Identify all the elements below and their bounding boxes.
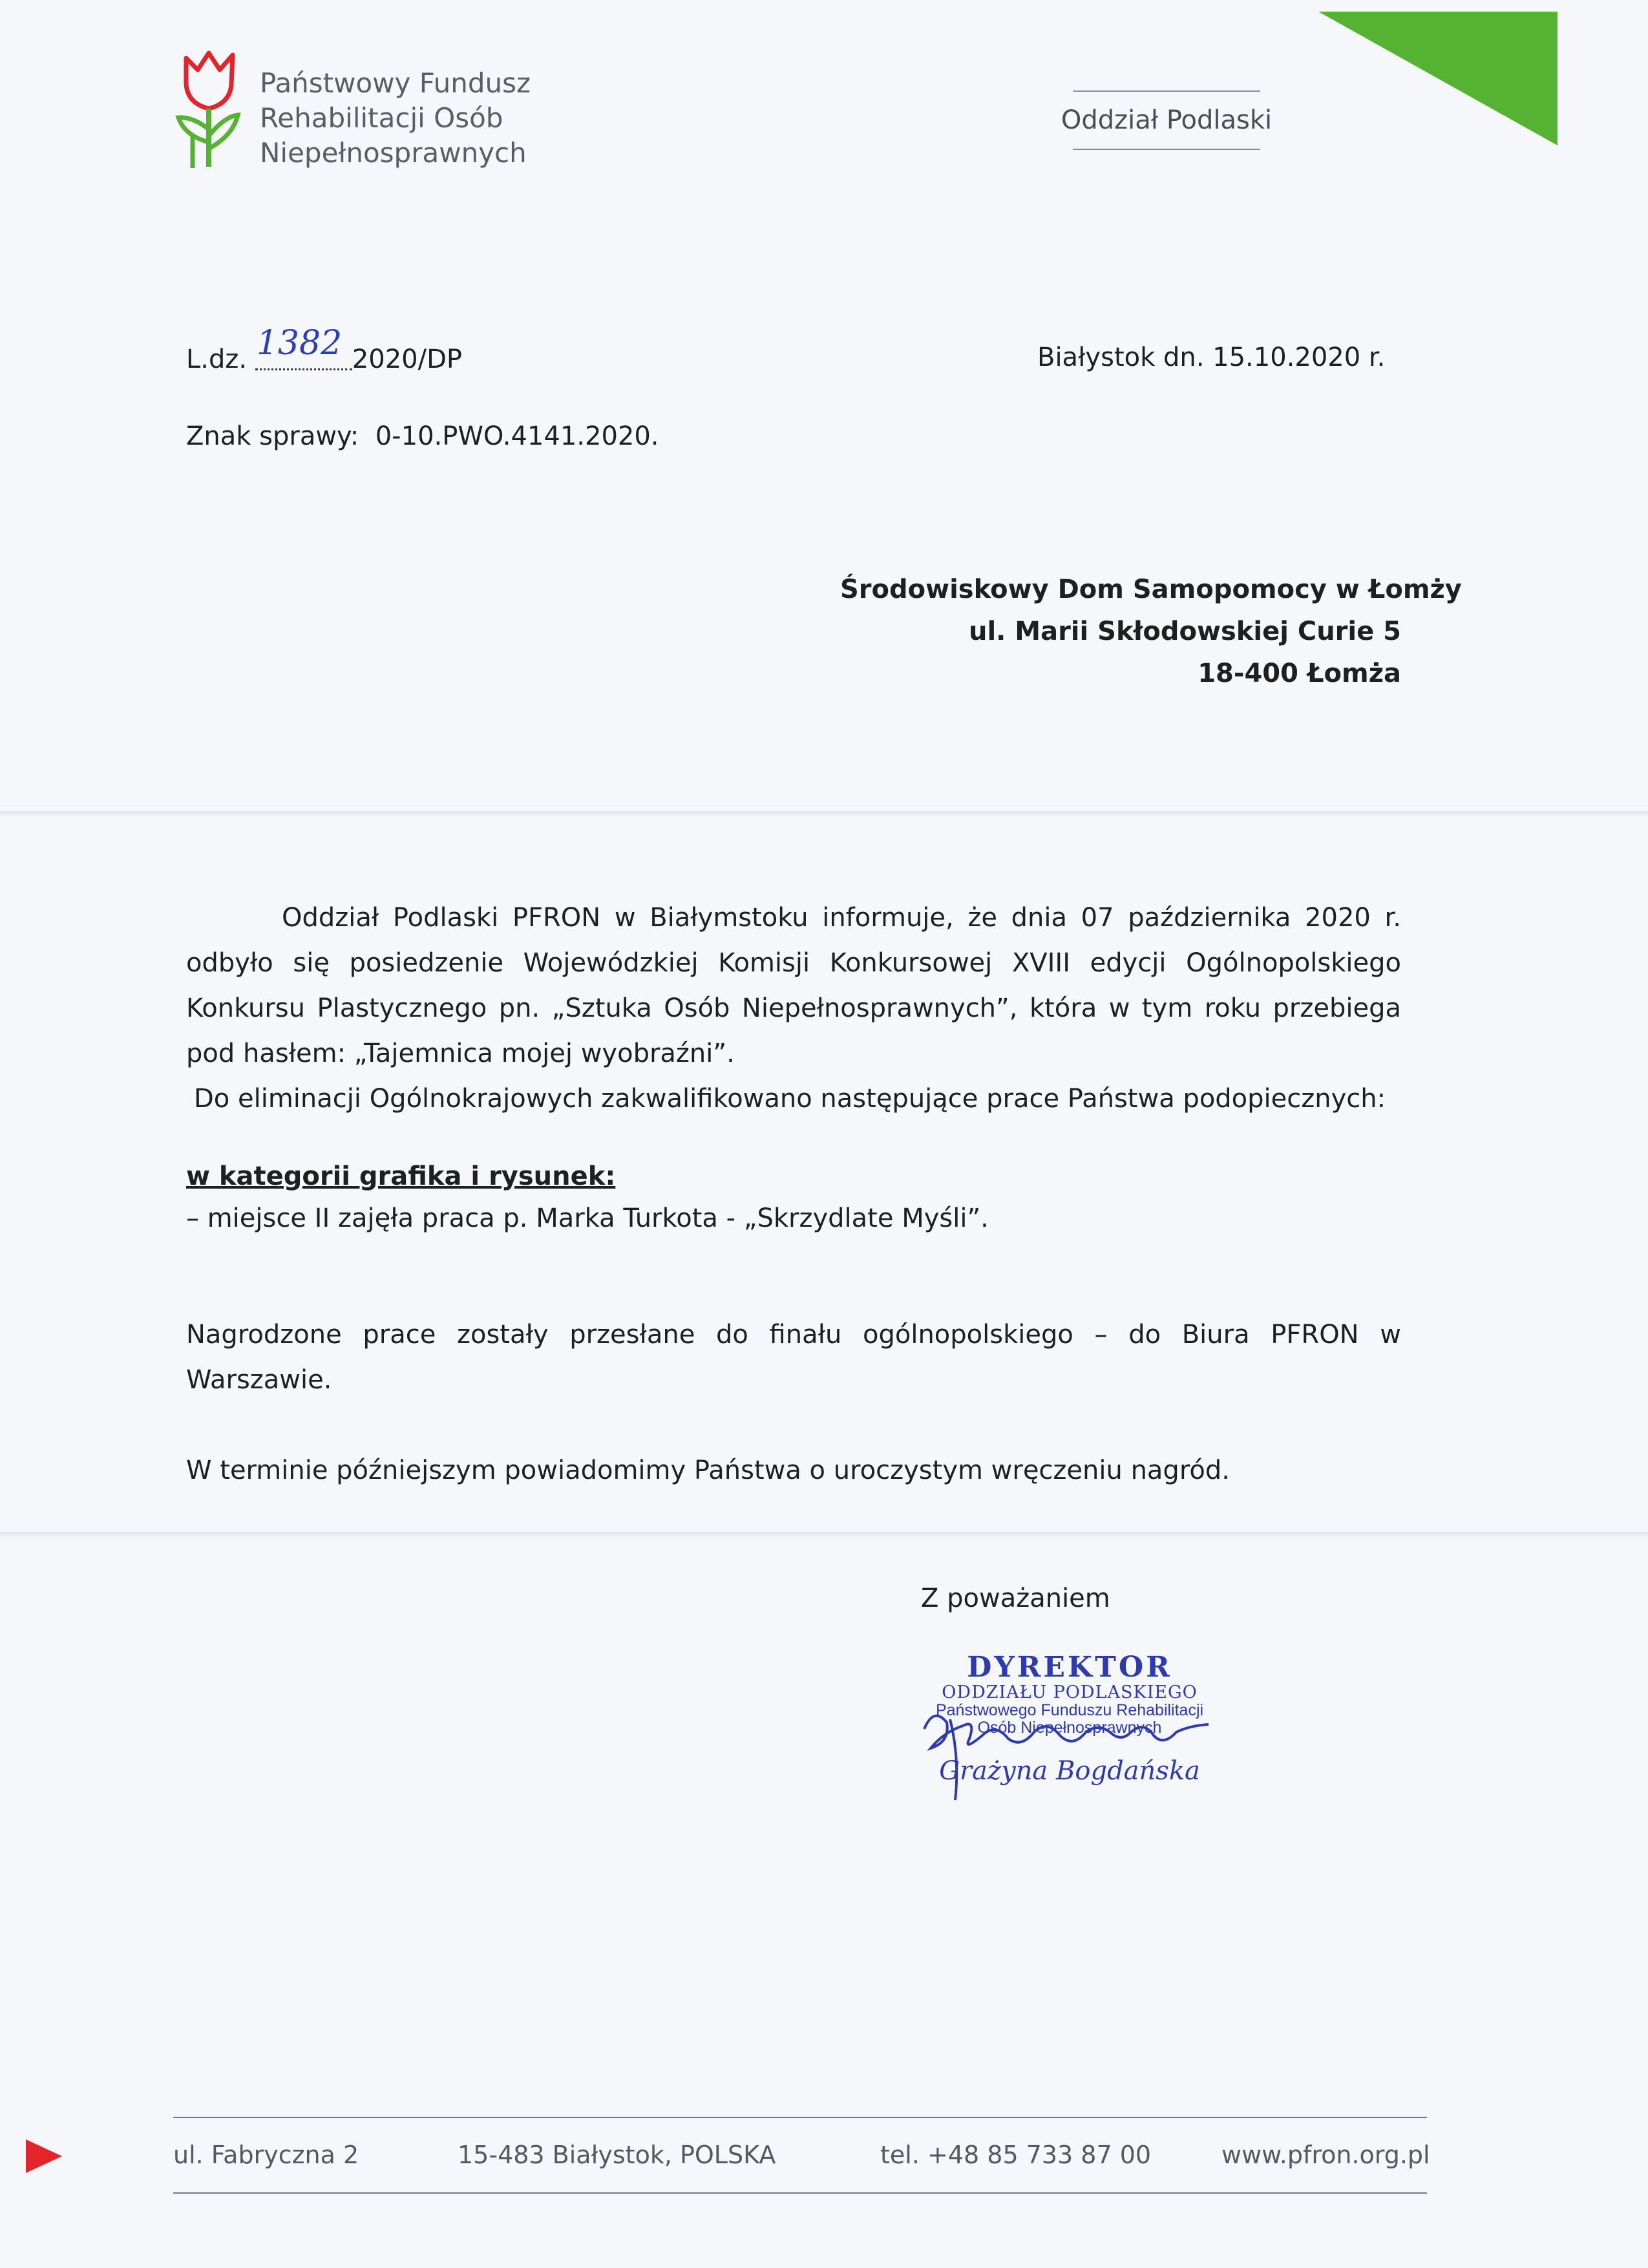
ldz-line <box>186 324 463 377</box>
case-reference <box>186 419 659 454</box>
closing-regards: Z poważaniem <box>921 1584 1110 1613</box>
stamp-organization: Państwowego Funduszu Rehabilitacji <box>935 1701 1204 1719</box>
ldz-handwritten-number: 1382 <box>256 324 343 363</box>
department-block <box>1060 90 1273 150</box>
ldz-suffix: 2020/DP <box>352 344 463 374</box>
recipient-city: 18-400 Łomża <box>1198 659 1401 688</box>
footer-divider <box>173 2192 1427 2194</box>
stamp-title: DYREKTOR <box>967 1651 1172 1684</box>
divider <box>1073 149 1260 150</box>
org-name-line: Rehabilitacji Osób <box>260 102 503 134</box>
department-name: Oddział Podlaski <box>1061 105 1273 135</box>
award-line: – miejsce II zajęła praca p. Marka Turkota - „Skrzydlate Myśli”. <box>186 1203 989 1233</box>
paragraph-text: Oddział Podlaski PFRON w Białymstoku informuje, że dnia 07 października 2020 r. odbyło się posiedzenie Wojewódzkiej Komisji Konkursowej XVIII edycji Ogólnopolskiego Konkursu Plastycznego pn. „Sztuka Osób Niepełnosprawnych”, która w tym roku przebiega pod hasłem: „Tajemnica mojej wyobraźni”. <box>186 903 1401 1068</box>
org-name-line: Niepełnosprawnych <box>260 137 527 169</box>
red-arrow-icon <box>26 2139 62 2173</box>
case-label: Znak sprawy: <box>186 421 359 451</box>
case-number: 0-10.PWO.4141.2020. <box>375 421 659 451</box>
footer-divider <box>173 2117 1427 2118</box>
place-date: Białystok dn. 15.10.2020 r. <box>1037 343 1386 372</box>
organization-name <box>260 66 531 171</box>
body-paragraph <box>186 895 1401 1076</box>
body-paragraph: W terminie późniejszym powiadomimy Państwa o uroczystym wręczeniu nagród. <box>186 1456 1230 1485</box>
green-corner-decoration <box>1318 6 1558 145</box>
footer-website: www.pfron.org.pl <box>1221 2141 1430 2169</box>
recipient-street: ul. Marii Skłodowskiej Curie 5 <box>968 617 1401 646</box>
qualification-intro: Do eliminacji Ogólnokrajowych zakwalifikowano następujące prace Państwa podopiecznych: <box>194 1084 1386 1114</box>
footer-phone: tel. +48 85 733 87 00 <box>880 2141 1152 2169</box>
ldz-number-field <box>255 324 352 370</box>
category-heading <box>186 1154 1401 1199</box>
footer-street: ul. Fabryczna 2 <box>173 2141 359 2169</box>
org-name-line: Państwowy Fundusz <box>260 67 531 99</box>
stamp-signatory-name: Grażyna Bogdańska <box>939 1756 1200 1786</box>
stamp-organization-cont: Osób Niepełnosprawnych <box>977 1719 1162 1737</box>
body-paragraph: Nagrodzone prace zostały przesłane do finału ogólnopolskiego – do Biura PFRON w Warszawie. <box>186 1320 1401 1395</box>
footer-city: 15-483 Białystok, POLSKA <box>458 2141 776 2169</box>
paper-fold <box>0 811 1648 818</box>
stamp-department: ODDZIAŁU PODLASKIEGO <box>942 1682 1198 1702</box>
tulip-logo-icon <box>173 39 244 171</box>
recipient-name: Środowiskowy Dom Samopomocy w Łomży <box>840 575 1462 604</box>
ldz-prefix: L.dz. <box>186 344 248 374</box>
paper-fold <box>0 1532 1648 1538</box>
handwritten-signature <box>898 1687 1234 1803</box>
category-label: w kategorii grafika i rysunek: <box>186 1161 616 1191</box>
